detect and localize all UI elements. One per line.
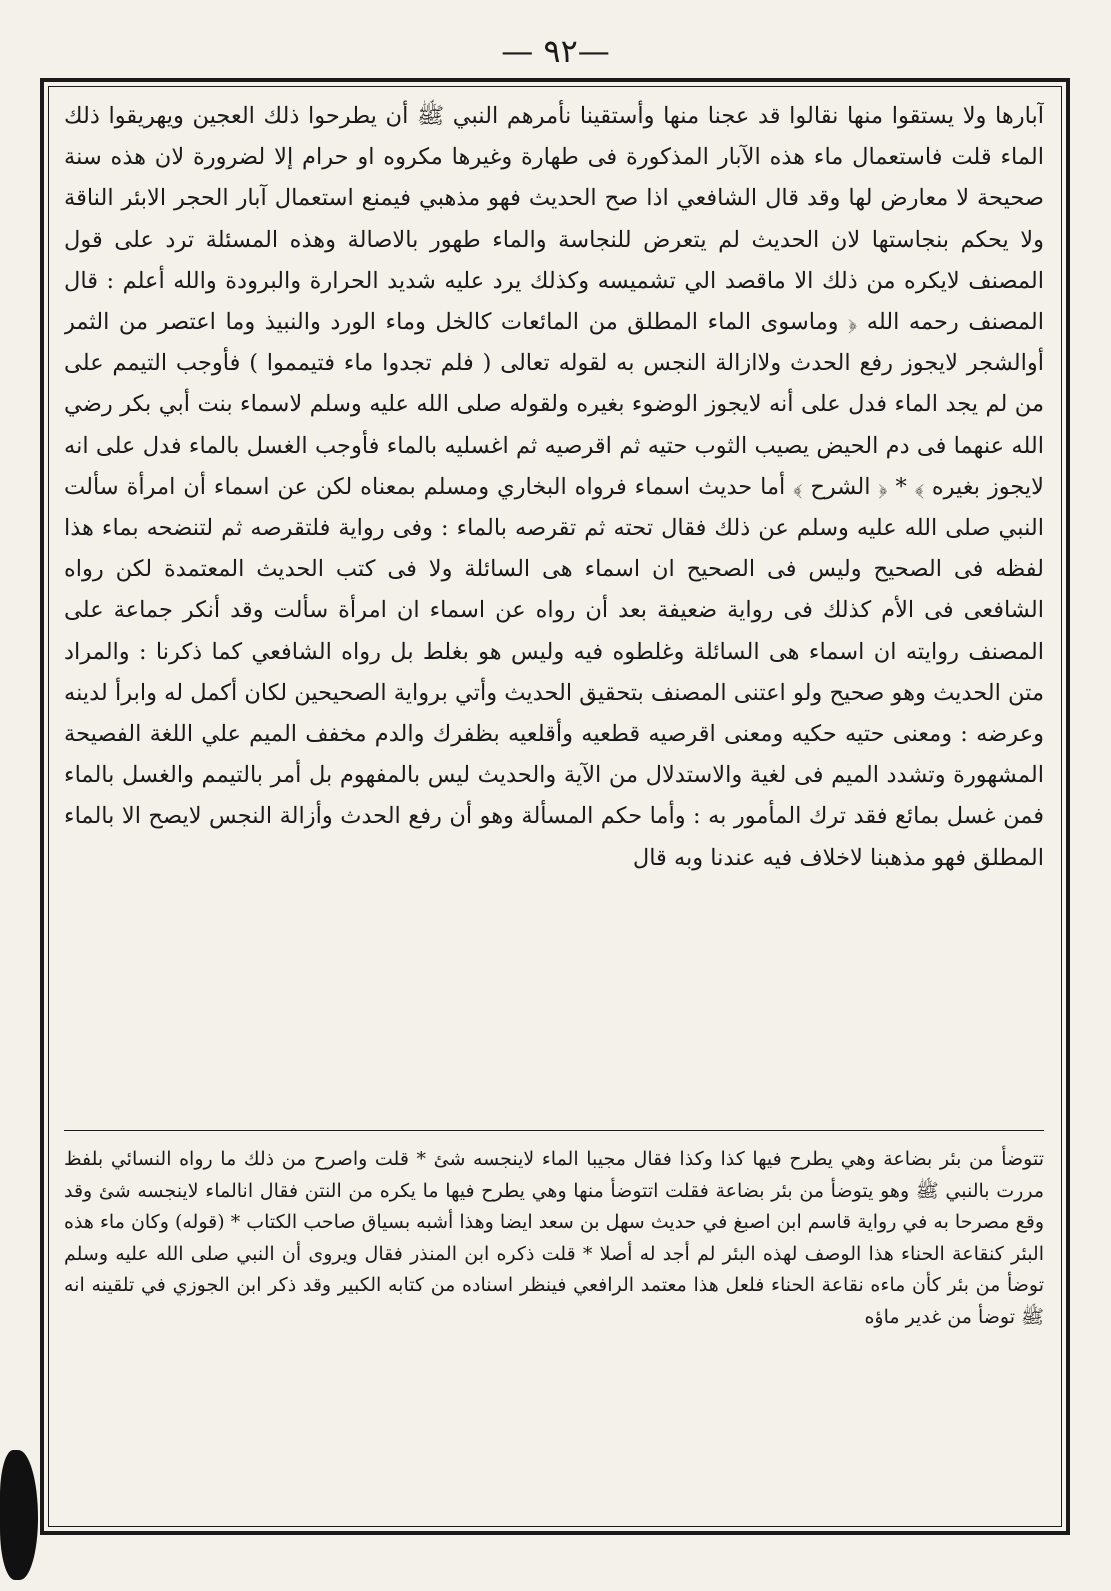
footnote-paragraph: تتوضأ من بئر بضاعة وهي يطرح فيها كذا وكذا فقال مجيبا الماء لاينجسه شئ * قلت واصرح من ذلك ما رواه النسائي بلفظ مررت بالنبي ﷺ وهو يتوضأ من بئر بضاعة فقلت اتتوضأ منها وهي يطرح فيها ما يكره من النتن فقال انالماء لاينجسه شئ وقد وقع مصرحا به في رواية قاسم ابن اصبغ في حديث سهل بن سعد ايضا وهذا أشبه بسياق صاحب الكتاب * (قوله) وكان ماء هذه البئر كنقاعة الحناء هذا الوصف لهذه البئر لم أجد له أصلا * قلت ذكره ابن المنذر فقال ويروى أن النبي صلى الله عليه وسلم توضأ من بئر كأن ماءه نقاعة الحناء فلعل هذا معتمد الرافعي فينظر اسناده من كتابه الكبير وقد ذكر ابن الجوزي في تلقينه انه ﷺ توضأ من غدير ماؤه: [64, 1148, 1044, 1328]
scan-ink-blot: [0, 1450, 38, 1580]
page-content: [64, 96, 1044, 1516]
footnotes: [64, 1144, 1044, 1514]
main-text: [64, 96, 1044, 1116]
footnote-separator: [64, 1130, 1044, 1131]
main-paragraph: آبارها ولا يستقوا منها نقالوا قد عجنا منها وأستقينا نأمرهم النبي ﷺ أن يطرحوا ذلك العجين ويهريقوا ذلك الماء قلت فاستعمال ماء هذه الآبار المذكورة فى طهارة وغيرها مكروه او حرام إلا لضرورة لان هذه سنة صحيحة لا معارض لها وقد قال الشافعي اذا صح الحديث فهو مذهبي فيمنع استعمال آبار الحجر الابئر الناقة ولا يحكم بنجاستها لان الحديث لم يتعرض للنجاسة والماء طهور بالاصالة وهذه المسئلة ترد على قول المصنف لايكره من ذلك الا ماقصد الي تشميسه وكذلك يرد عليه شديد الحرارة والبرودة والله أعلم : قال المصنف رحمه الله ﴿ وماسوى الماء المطلق من المائعات كالخل وماء الورد والنبيذ وما اعتصر من الثمر أوالشجر لايجوز رفع الحدث ولاازالة النجس به لقوله تعالى ( فلم تجدوا ماء فتيمموا ) فأوجب التيمم على من لم يجد الماء فدل على أنه لايجوز الوضوء بغيره ولقوله صلى الله عليه وسلم لاسماء بنت أبي بكر رضي الله عنهما فى دم الحيض يصيب الثوب حتيه ثم اقرصيه ثم اغسليه بالماء فأوجب الغسل بالماء فدل على انه لايجوز بغيره ﴾ * ﴿ الشرح ﴾ أما حديث اسماء فرواه البخاري ومسلم بمعناه لكن عن اسماء أن امرأة سألت النبي صلى الله عليه وسلم عن ذلك فقال تحته ثم تقرصه بالماء : وفى رواية فلتقرصه ثم لتنضحه بماء هذا لفظه فى الصحيح وليس فى الصحيح ان اسماء هى السائلة ولا فى كتب الحديث المعتمدة لكن رواه الشافعى فى الأم كذلك فى رواية ضعيفة بعد أن رواه عن اسماء ان امرأة سألت وقد أنكر جماعة على المصنف روايته ان اسماء هى السائلة وغلطوه فيه وليس هو بغلط بل رواه الشافعي كما ذكرنا : والمراد متن الحديث وهو صحيح ولو اعتنى المصنف بتحقيق الحديث وأتي برواية الصحيحين لكان أكمل له وابرأ لدينه وعرضه : ومعنى حتيه حكيه ومعنى اقرصيه قطعيه وأقلعيه بظفرك والدم مخفف الميم علي اللغة الفصيحة المشهورة وتشدد الميم فى لغية والاستدلال من الآية والحديث ليس بالمفهوم بل أمر بالتيمم والغسل بالماء فمن غسل بمائع فقد ترك المأمور به : وأما حكم المسألة وهو أن رفع الحدث وأزالة النجس لايصح الا بالماء المطلق فهو مذهبنا لاخلاف فيه عندنا وبه قال: [64, 103, 1044, 871]
page-number: — ٩٢—: [501, 32, 610, 70]
